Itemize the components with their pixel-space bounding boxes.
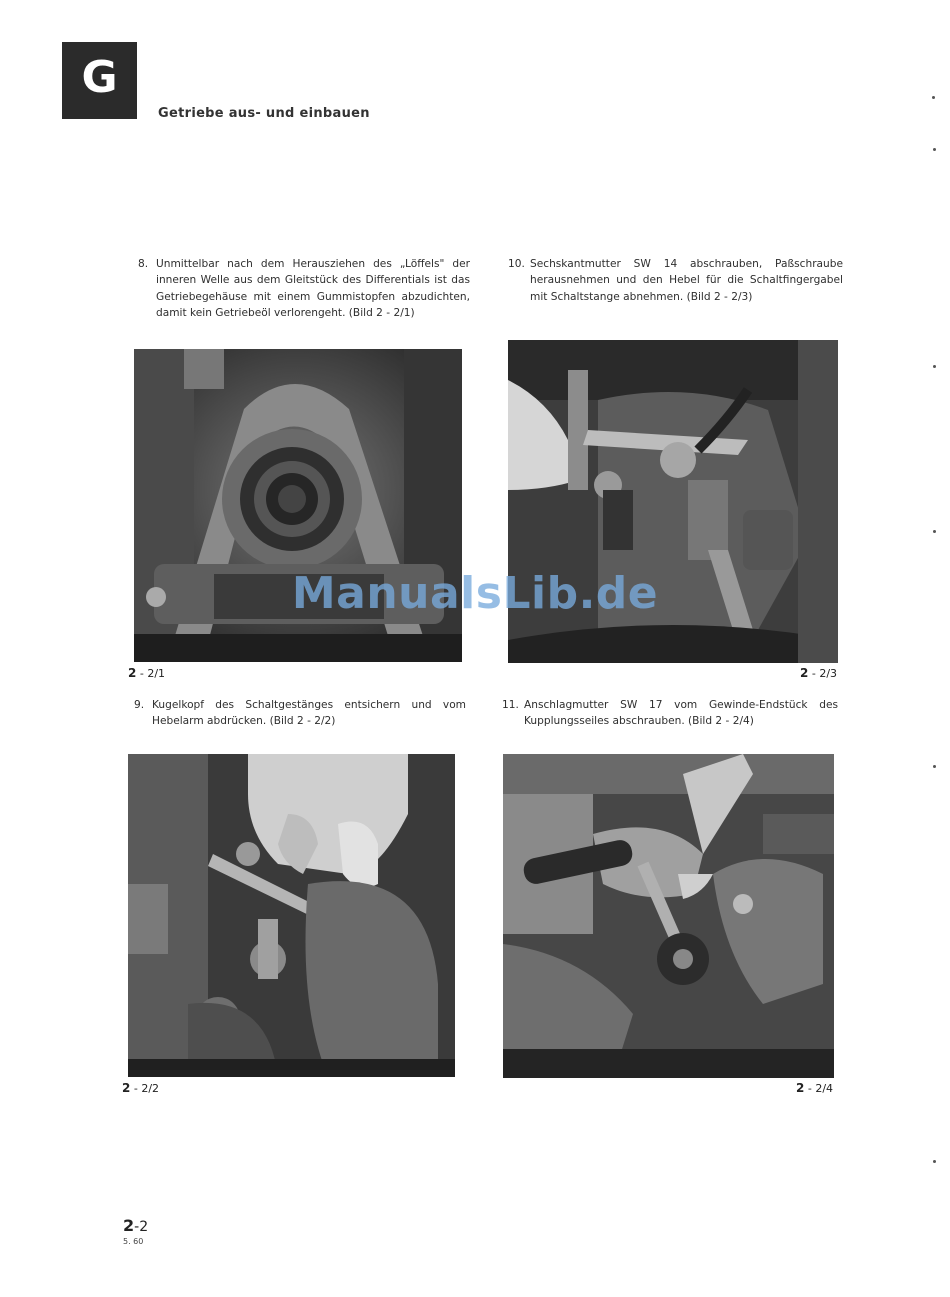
- step-text: Kugelkopf des Schaltgestänges entsichern und vom Hebelarm abdrücken. (Bild 2 - 2/2): [152, 699, 466, 728]
- scan-speck: [933, 365, 936, 368]
- photo-image: [128, 754, 455, 1077]
- section-tab: [62, 42, 137, 119]
- step-8: [138, 256, 470, 321]
- step-text: Unmittelbar nach dem Herausziehen des „Löffels" der inneren Welle aus dem Gleitstück des Differentials ist das Getriebegehäuse mit einem Gummistopfen abzudichten, damit kein Getriebeöl verlorengeht. (Bild 2 - 2/1): [156, 258, 470, 319]
- scan-speck: [932, 96, 935, 99]
- step-9: [134, 697, 466, 730]
- edition-date: 5. 60: [123, 1237, 144, 1246]
- watermark: ManualsLib.de: [291, 568, 659, 619]
- page-number: 2-2: [123, 1216, 149, 1235]
- scan-speck: [933, 1160, 936, 1163]
- scan-speck: [933, 765, 936, 768]
- figure-caption: 2 - 2/4: [796, 1081, 834, 1095]
- step-number: 10.: [508, 258, 525, 270]
- chapter-title: Getriebe aus- und einbauen: [158, 106, 370, 121]
- step-number: 11.: [502, 699, 519, 711]
- scan-speck: [933, 530, 936, 533]
- step-text: Sechskantmutter SW 14 abschrauben, Paßschraube herausnehmen und den Hebel für die Schaltfingergabel mit Schaltstange abnehmen. (Bild 2 - 2/3): [530, 258, 843, 303]
- step-11: [502, 697, 838, 730]
- figure-caption: 2 - 2/2: [122, 1081, 160, 1095]
- step-10: [508, 256, 843, 305]
- step-number: 9.: [134, 699, 145, 711]
- figure-caption: 2 - 2/3: [800, 666, 838, 680]
- step-text: Anschlagmutter SW 17 vom Gewinde-Endstück des Kupplungsseiles abschrauben. (Bild 2 - 2/4): [524, 699, 838, 728]
- figure-caption: 2 - 2/1: [128, 666, 166, 680]
- photo-image: [503, 754, 834, 1078]
- section-letter: G: [81, 52, 118, 103]
- photo-clutch-cable-nut: [503, 754, 834, 1078]
- step-number: 8.: [138, 258, 149, 270]
- scan-speck: [933, 148, 936, 151]
- photo-ball-joint-linkage: [128, 754, 455, 1077]
